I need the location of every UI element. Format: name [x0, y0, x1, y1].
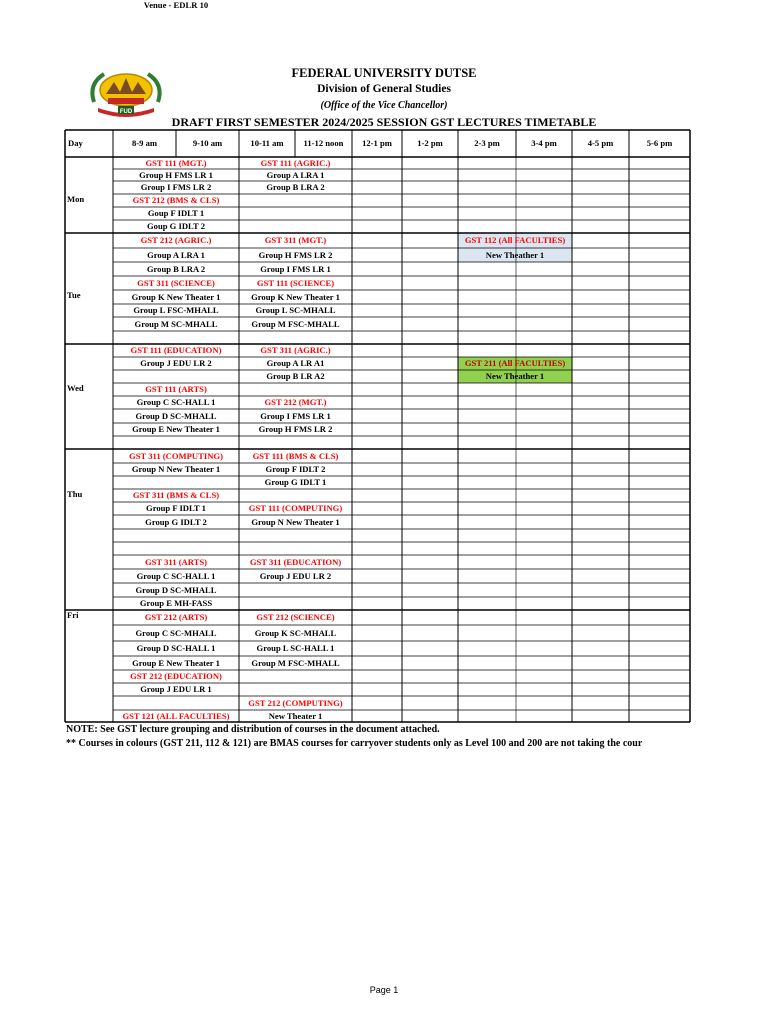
timetable-cell: GST 212 (SCIENCE): [256, 612, 335, 622]
timetable-cell: Group N New Theater 1: [251, 516, 340, 527]
timetable-title: DRAFT FIRST SEMESTER 2024/2025 SESSION GST LECTURES TIMETABLE: [171, 115, 597, 129]
note-line-2: ** Courses in colours (GST 211, 112 & 121) are BMAS courses for carryover students only as Level 100 and 200 are not taking the cour: [66, 738, 643, 749]
timetable-cell: Group L SC-HALL 1: [256, 643, 335, 653]
logo-text: FUD: [119, 109, 133, 115]
timetable-cell: Group C SC-HALL 1: [136, 397, 216, 407]
timetable-cell: Group M FSC-MHALL: [251, 318, 340, 329]
timetable-cell: Group E MH-FASS: [139, 598, 213, 608]
timetable-cell: GST 212 (EDUCATION): [130, 671, 222, 681]
timetable-cell: Group I FMS LR 1: [260, 263, 331, 274]
timetable-cell: GST 111 (ARTS): [145, 384, 207, 394]
timetable-cell: Group C SC-HALL 1: [136, 570, 216, 581]
column-header: 1-2 pm: [417, 138, 443, 148]
timetable-cell: Group C SC-MHALL: [135, 627, 217, 638]
university-name: FEDERAL UNIVERSITY DUTSE: [291, 66, 477, 80]
column-header: Day: [68, 138, 83, 148]
timetable-cell: Group G IDLT 2: [145, 516, 207, 527]
timetable-cell: Group M FSC-MHALL: [251, 657, 340, 668]
timetable-cell: GST 311 (EDUCATION): [249, 556, 342, 567]
timetable-cell: Group I FMS LR 1: [260, 410, 331, 421]
timetable-cell: GST 212 (MGT.): [264, 397, 327, 407]
column-header: 11-12 noon: [303, 138, 344, 148]
timetable-cell: New Theather 1: [485, 371, 545, 381]
timetable-cell: Group A LRA 1: [147, 249, 205, 260]
timetable-cell: Venue - EDLR 10: [143, 0, 209, 10]
column-header: 9-10 am: [192, 138, 223, 148]
column-header: 3-4 pm: [531, 138, 557, 148]
timetable-cell: Group N New Theater 1: [131, 464, 221, 474]
timetable-cell: Group H FMS LR 2: [258, 249, 333, 260]
timetable-cell: GST 311 (COMPUTING): [129, 450, 223, 461]
timetable-cell: GST 212 (ARTS): [144, 612, 208, 622]
timetable-cell: Group E New Theater 1: [132, 424, 220, 434]
timetable-cell: Group K SC-MHALL: [254, 627, 337, 638]
timetable-cell: Group H FMS LR 2: [258, 424, 333, 434]
timetable-cell: GST 111 (MGT.): [145, 157, 207, 168]
timetable-cell: Group D SC-MHALL: [135, 584, 217, 595]
timetable-cell: Group I FMS LR 2: [140, 182, 212, 192]
timetable-cell: New Theater 1: [268, 710, 323, 721]
timetable-cell: Group B LRA 2: [266, 182, 325, 192]
column-header: 8-9 am: [131, 138, 158, 148]
timetable-cell: GST 211 (All FACULTIES): [464, 358, 566, 368]
timetable-cell: GST 311 (ARTS): [144, 556, 208, 567]
timetable-cell: Goup G IDLT 2: [146, 221, 206, 231]
timetable-cell: Group A LRA 1: [266, 169, 325, 180]
timetable-cell: Group J EDU LR 2: [259, 570, 332, 581]
timetable-cell: Group D SC-HALL 1: [136, 643, 216, 653]
day-label: Thu: [67, 488, 83, 499]
day-label: Wed: [67, 382, 84, 393]
timetable-cell: GST 111 (EDUCATION): [130, 345, 222, 355]
timetable-cell: Group D SC-MHALL: [135, 410, 217, 421]
timetable-cell: Group E New Theater 1: [132, 657, 220, 668]
timetable-cell: Group L FSC-MHALL: [133, 305, 219, 315]
timetable-cell: GST 111 (AGRIC.): [260, 157, 331, 168]
timetable-cell: Group L SC-MHALL: [255, 305, 336, 315]
timetable-cell: GST 311 (BMS & CLS): [132, 490, 220, 500]
page-number: Page 1: [369, 985, 399, 995]
day-label: Tue: [67, 289, 81, 300]
column-header: 4-5 pm: [587, 138, 614, 148]
timetable-cell: GST 212 (COMPUTING): [248, 697, 343, 708]
timetable-cell: GST 311 (MGT.): [264, 235, 327, 245]
timetable-cell: Group K New Theater 1: [251, 291, 340, 302]
timetable-cell: Group F IDLT 1: [146, 503, 206, 513]
timetable-cell: New Theather 1: [485, 249, 545, 260]
timetable-cell: Group J EDU LR 1: [140, 684, 212, 694]
timetable-cell: Group K New Theater 1: [131, 291, 221, 302]
timetable-cell: Group G IDLT 1: [264, 477, 327, 487]
timetable-cell: Group A LR A1: [266, 358, 325, 368]
timetable-cell: Group J EDU LR 2: [140, 358, 212, 368]
timetable-cell: Goup F IDLT 1: [147, 208, 205, 218]
timetable-cell: GST 311 (AGRIC.): [260, 345, 331, 355]
column-header: 5-6 pm: [646, 138, 673, 148]
timetable-cell: Group B LRA 2: [146, 263, 206, 274]
column-header: 12-1 pm: [362, 138, 392, 148]
timetable-cell: GST 111 (COMPUTING): [248, 503, 343, 513]
office-line: (Office of the Vice Chancellor): [320, 100, 448, 111]
day-label: Mon: [67, 193, 85, 204]
note-line-1: NOTE: See GST lecture grouping and distribution of courses in the document attached.: [66, 724, 440, 735]
timetable-cell: GST 112 (All FACULTIES): [464, 235, 566, 245]
timetable-cell: GST 121 (ALL FACULTIES): [122, 710, 230, 721]
column-header: 2-3 pm: [474, 138, 500, 148]
timetable-cell: GST 111 (BMS & CLS): [252, 450, 339, 461]
timetable-cell: GST 212 (AGRIC.): [140, 235, 212, 245]
timetable-cell: Group F IDLT 2: [265, 464, 326, 474]
timetable-cell: GST 212 (BMS & CLS): [132, 195, 220, 205]
division-name: Division of General Studies: [317, 83, 451, 95]
timetable-cell: Group M SC-MHALL: [134, 318, 218, 329]
day-label: Fri: [67, 609, 79, 620]
timetable-cell: GST 111 (SCIENCE): [256, 277, 335, 288]
timetable-cell: GST 311 (SCIENCE): [137, 277, 215, 288]
timetable-cell: Group H FMS LR 1: [139, 169, 213, 180]
column-header: 10-11 am: [250, 138, 284, 148]
timetable-cell: Group B LR A2: [266, 371, 325, 381]
